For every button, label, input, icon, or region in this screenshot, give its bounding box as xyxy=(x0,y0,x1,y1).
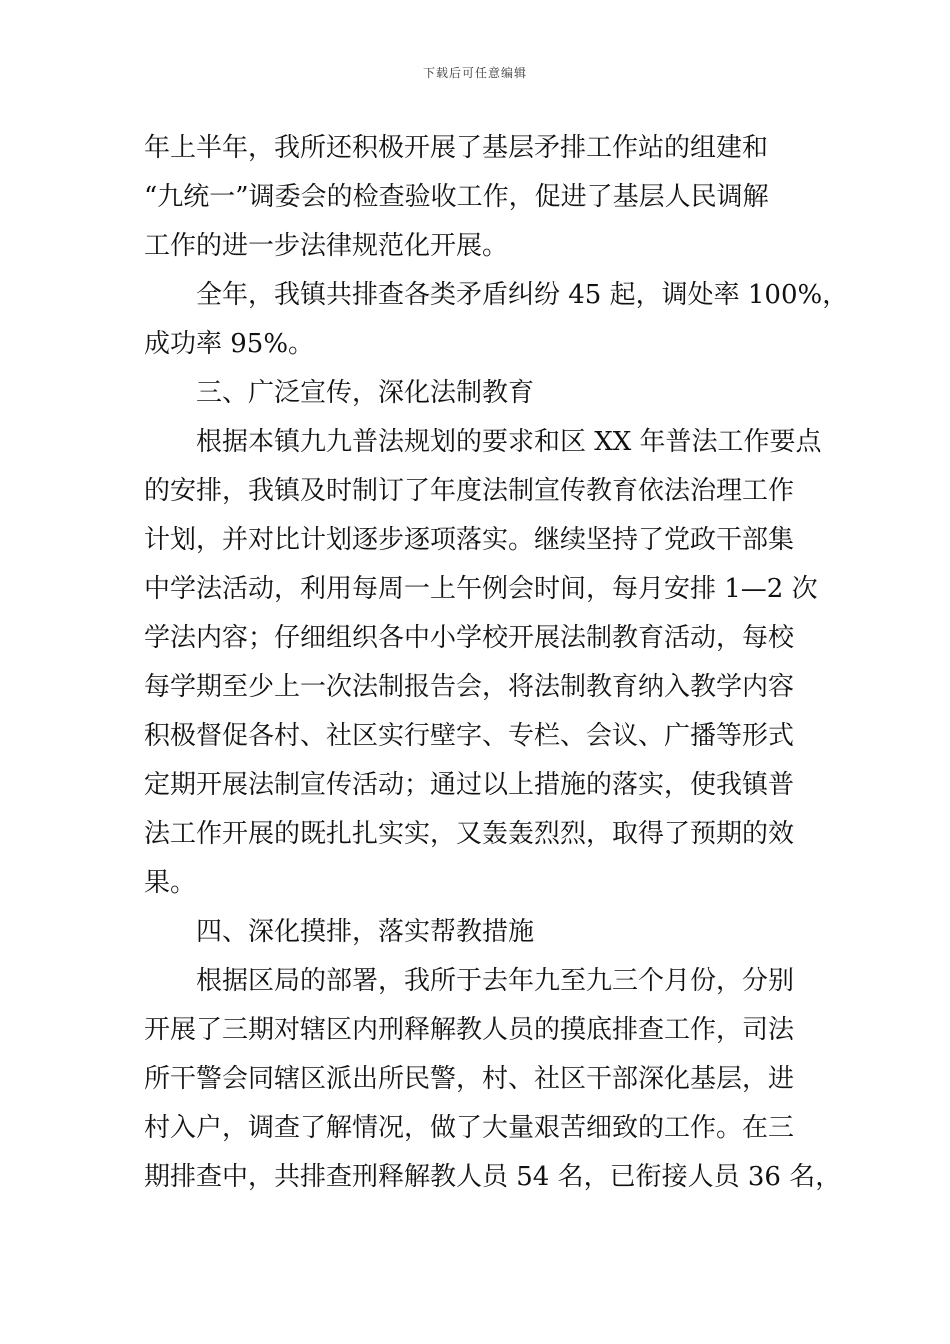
text-line: 成功率 95%。 xyxy=(144,329,315,359)
document-body xyxy=(144,124,849,1202)
text-line: 积极督促各村、社区实行壁字、专栏、会议、广播等形式 xyxy=(144,721,795,751)
paragraph-start-line: 根据区局的部署，我所于去年九至九三个月份，分别 xyxy=(196,966,795,996)
text-line: 的安排，我镇及时制订了年度法制宣传教育依法治理工作 xyxy=(144,476,795,506)
text-line: 所干警会同辖区派出所民警，村、社区干部深化基层，进 xyxy=(144,1064,795,1094)
text-line: 开展了三期对辖区内刑释解教人员的摸底排查工作，司法 xyxy=(144,1015,795,1045)
text-line: 定期开展法制宣传活动；通过以上措施的落实，使我镇普 xyxy=(144,770,795,800)
text-line: 中学法活动，利用每周一上午例会时间，每月安排 1—2 次 xyxy=(144,574,818,604)
text-line: 村入户，调查了解情况，做了大量艰苦细致的工作。在三 xyxy=(144,1113,795,1143)
text-line: 年上半年，我所还积极开展了基层矛排工作站的组建和 xyxy=(144,133,769,163)
text-line: 计划，并对比计划逐步逐项落实。继续坚持了党政干部集 xyxy=(144,525,795,555)
text-line: 工作的进一步法律规范化开展。 xyxy=(144,231,509,261)
section-heading: 三、广泛宣传，深化法制教育 xyxy=(196,378,535,408)
paragraph-start-line: 全年，我镇共排查各类矛盾纠纷 45 起，调处率 100%， xyxy=(196,280,849,310)
paragraph-start-line: 根据本镇九九普法规划的要求和区 XX 年普法工作要点 xyxy=(196,427,822,457)
text-line: 学法内容；仔细组织各中小学校开展法制教育活动，每校 xyxy=(144,623,795,653)
text-line: 法工作开展的既扎扎实实，又轰轰烈烈，取得了预期的效 xyxy=(144,819,795,849)
text-line: 每学期至少上一次法制报告会，将法制教育纳入教学内容 xyxy=(144,672,795,702)
text-line: 期排查中，共排查刑释解教人员 54 名，已衔接人员 36 名， xyxy=(144,1162,842,1192)
page-header: 下载后可任意编辑 xyxy=(422,66,527,80)
text-line: 果。 xyxy=(144,868,197,898)
section-heading: 四、深化摸排，落实帮教措施 xyxy=(196,917,535,947)
text-line: “九统一”调委会的检查验收工作，促进了基层人民调解 xyxy=(144,182,769,212)
